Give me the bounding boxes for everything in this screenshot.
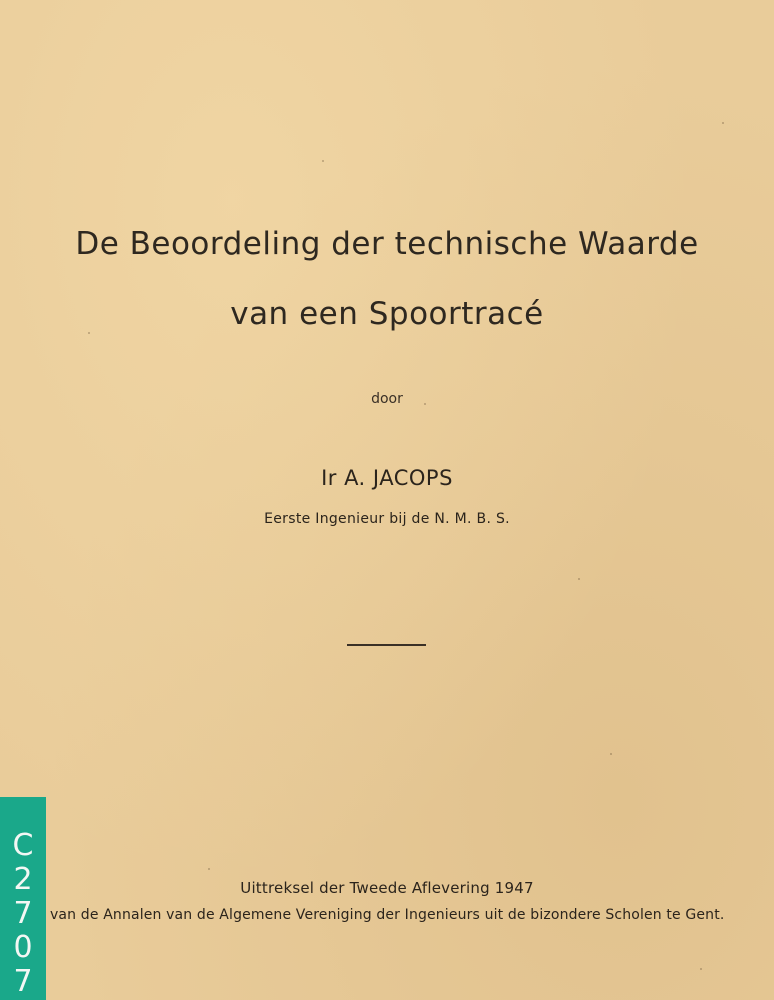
author-role: Eerste Ingenieur bij de N. M. B. S. — [264, 511, 510, 527]
paper-speck — [88, 332, 90, 334]
document-title-line-2: van een Spoortracé — [230, 296, 544, 332]
call-number-char: 0 — [13, 930, 33, 965]
divider-rule — [347, 644, 426, 646]
call-number-char: 7 — [13, 896, 33, 931]
publication-note: Uittreksel der Tweede Aflevering 1947 — [240, 879, 534, 897]
call-number-char: C — [12, 828, 34, 863]
call-number-char: 2 — [13, 862, 33, 897]
paper-speck — [578, 578, 580, 580]
byline: door — [371, 391, 403, 407]
author-name: Ir A. JACOPS — [321, 466, 453, 490]
paper-speck — [722, 122, 724, 124]
paper-speck — [208, 868, 210, 870]
paper-speck — [610, 753, 612, 755]
call-number-char: 7 — [13, 964, 33, 999]
paper-speck — [322, 160, 324, 162]
paper-speck — [424, 403, 426, 405]
paper-speck — [700, 968, 702, 970]
library-call-number-label — [0, 797, 46, 1000]
publication-source: van de Annalen van de Algemene Vereniging der Ingenieurs uit de bizondere Scholen te Gent. — [50, 907, 725, 923]
document-title-line-1: De Beoordeling der technische Waarde — [75, 226, 699, 262]
